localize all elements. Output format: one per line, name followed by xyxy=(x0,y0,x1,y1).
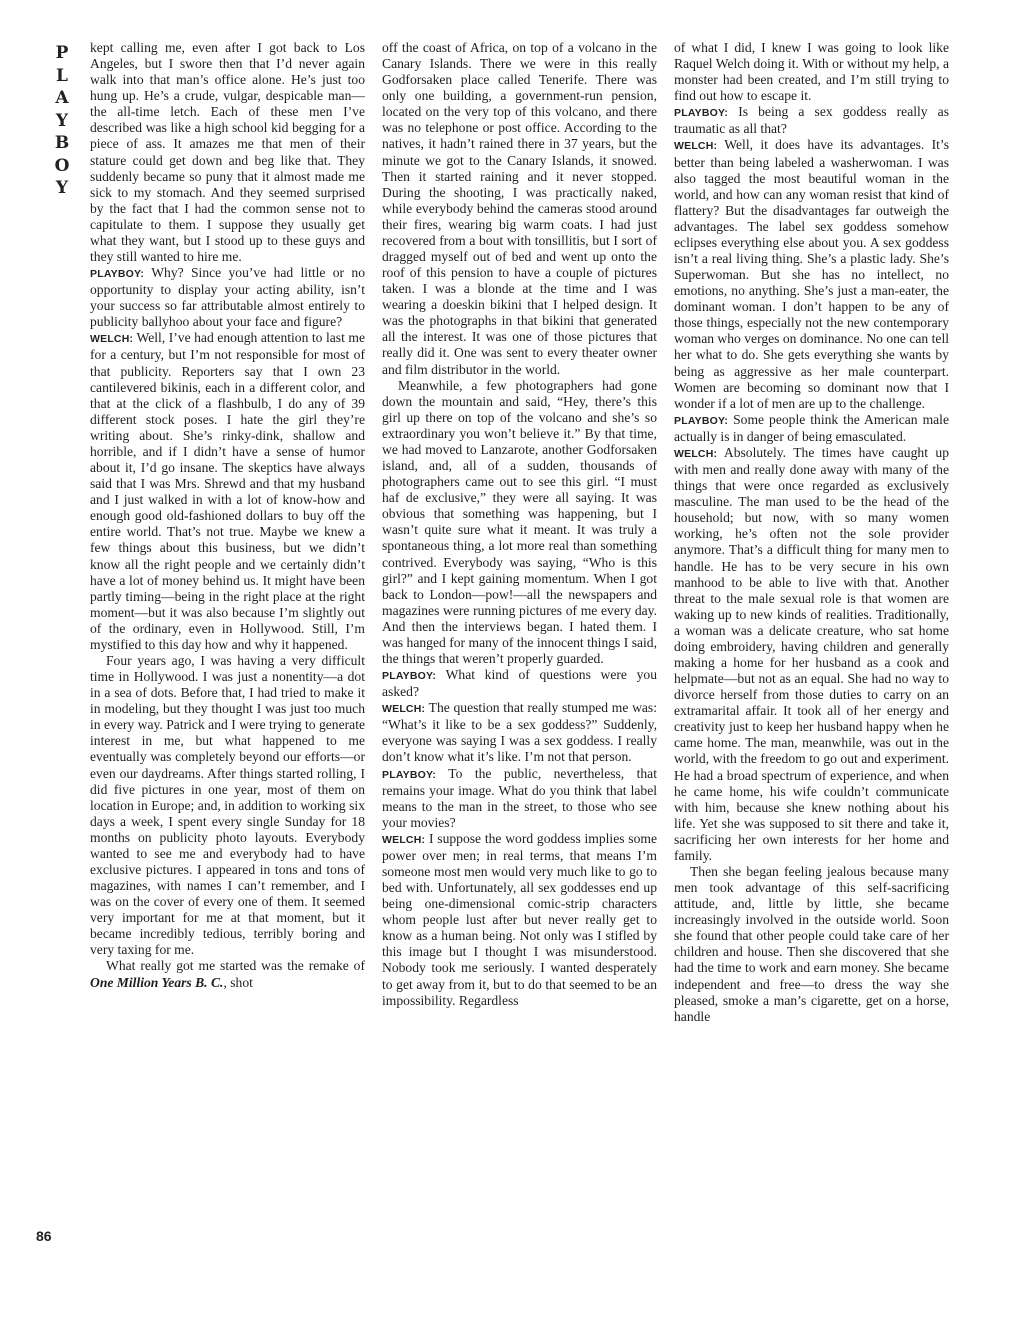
paragraph xyxy=(90,958,365,990)
paragraph xyxy=(90,330,365,653)
paragraph xyxy=(674,40,949,104)
masthead-letter: L xyxy=(56,65,68,86)
paragraph xyxy=(674,412,949,445)
paragraph-text: I suppose the word goddess implies some power over men; in real terms, that means I’m someone most men would very much like to go to bed with. Unfortunately, all sex goddesses end up being one-dimensional comic-strip characters whom people lust after but never really get to know as a human being. Not only was I stifled by this image but I thought I was misunderstood. Nobody took me seriously. I wanted desperately to get away from it, but to do that seemed to be an impossibility. Regardless xyxy=(382,830,657,1008)
paragraph xyxy=(382,700,657,765)
paragraph xyxy=(674,864,949,1025)
paragraph xyxy=(382,378,657,667)
masthead-letter: P xyxy=(55,43,69,63)
masthead-letter: B xyxy=(54,133,70,153)
paragraph xyxy=(674,104,949,137)
paragraph-text: Some people think the American male actually is in danger of being emasculated. xyxy=(674,411,949,444)
masthead-letter: O xyxy=(54,155,70,176)
paragraph-text: Well, it does have its advantages. It’s better than being labeled a washerwoman. I was also tagged the most beautiful woman in the world, and how can any woman resist that kind of flattery? But the disadvantages far outweigh the advantages. The label sex goddess somehow eclipses everything else about you. A sex goddess isn’t a real living thing. She’s a plastic lady. She’s Superwoman. But she has no intellect, no emotions, no anything. She’s just a man-eater, the dominant woman. I don’t happen to be any of those things, especially not the new contemporary woman who verges on dominance. No one can tell her what to do. She gets everything she wants by being as aggressive as her male counterpart. Women are becoming so dominant now that I wonder if a lot of men are up to the challenge. xyxy=(674,137,949,411)
paragraph xyxy=(382,40,657,378)
paragraph-text: kept calling me, even after I got back to Los Angeles, but I swore then that I’d never again walk into that man’s office alone. He’s just too hung up. He’s a crude, vulgar, despicable man—the all-time letch. Each of these men I’ve described was like a high school kid begging for a piece of ass. It amazes me that men of their stature could get down and beg like that. They suddenly became so puny that it almost made me sick to my stomach. And they seemed surprised by the fact that I had the common sense not to capitulate to them. I suppose they usually get what they want, but I stood up to these guys and they still wanted to hire me. xyxy=(90,40,365,265)
paragraph xyxy=(90,265,365,330)
text-column-3 xyxy=(674,40,949,1025)
text-column-1 xyxy=(90,40,365,991)
paragraph xyxy=(674,137,949,411)
paragraph xyxy=(674,445,949,864)
paragraph xyxy=(382,831,657,1009)
paragraph-text: Well, I’ve had enough attention to last me for a century, but I’m not responsible for most of that publicity. Reporters say that I own 23 cantilevered bikinis, each in a different color, and that at the click of a flashbulb, I do any of 39 different stock poses. I hate the girl they’re writing about. She’s rinky-dink, shallow and horrible, and if I didn’t have a sense of humor about it, I’d go insane. The skeptics have always said that I was Mrs. Shrewd and that my husband and I just walked in with a lot of know-how and enough good old-fashioned dollars to buy off the entire world. That’s not true. Maybe we knew a few things about this business, but we didn’t know all the right people and we certainly didn’t have a lot of money behind us. It might have been partly timing—being in the right place at the right moment—but it was also because I’m slightly out of the ordinary, even in Hollywood. Still, I’m mystified to this day how and why it happened. xyxy=(90,330,366,652)
masthead-letter: Y xyxy=(55,110,69,131)
paragraph-text: Four years ago, I was having a very difficult time in Hollywood. I was just a nonentity—a dot in a sea of dots. Before that, I had tried to make it in modeling, but they thought I was just too much in every way. Patrick and I were trying to generate interest in me, but what happened to me eventually was completely beyond our efforts—or even our daydreams. After things started rolling, I did five pictures in one year, most of them on location in Europe; and, in addition to working six days a week, I spent every single Sunday for 18 months on publicity photo layouts. Everybody wanted to see me and everybody had to have exclusive pictures. I appeared in tons and tons of magazines, with names I can’t remember, and I was on the cover of every one of them. It seemed very important for me at that moment, but it became incredibly tedious, terribly boring and very taxing for me. xyxy=(90,652,365,958)
speaker-label: WELCH: xyxy=(674,140,718,153)
speaker-label: PLAYBOY: xyxy=(674,414,729,427)
paragraph-text: Absolutely. The times have caught up with men and really done away with many of the things that were once regarded as exclusively masculine. The man used to be the head of the household; but now, with so many women working, he’s often not the sole provider anymore. That’s a difficult thing for many men to handle. He has to be very secure in his own manhood to be able to live with that. Another threat to the male sexual role is that women are waking up to new kinds of realities. Traditionally, a woman was a delicate creature, who sat home doing embroidery, having children and generally making a home for her husband as a cook and helpmate—but not as an equal. She had no way to divorce herself from those duties to carry on an extramarital affair. It took all of her energy and creativity just to keep her husband happy when he came home. The man, meanwhile, was out in the world, with the freedom to go out and experiment. He had a broad spectrum of experience, and when he came home, his wife couldn’t communicate with him, because she knew nothing about his life. Yet she was supposed to sit there and take it, sacrificing her own interests for her home and family. xyxy=(674,444,949,863)
speaker-label: WELCH: xyxy=(90,333,134,346)
page-number: 86 xyxy=(36,1228,52,1244)
speaker-label: PLAYBOY: xyxy=(382,768,437,781)
paragraph-text: Is being a sex goddess really as traumatic as all that? xyxy=(674,104,949,137)
paragraph-text: off the coast of Africa, on top of a volcano in the Canary Islands. There we were in this really Godforsaken place called Tenerife. There was only one building, a government-run pension, located on the very top of this volcano, and there was no telephone or post office. According to the natives, it hadn’t rained there in 37 years, but the minute we got to the Canary Islands, it snowed. Then it started raining and it never stopped. During the shooting, I was practically naked, while everybody behind the cameras stood around their fires, wearing big warm coats. I had just recovered from a bout with tonsillitis, but I sort of dragged myself out of bed and went up onto the roof of this pension to have a couple of pictures taken. I was a blonde at the time and I was wearing a doeskin bikini that I helped design. It was the photographs in that bikini that generated all the interest. It was one of those pictures that really did it. One was sent to every theater owner and film distributor in the world. xyxy=(382,40,657,377)
speaker-label: WELCH: xyxy=(382,833,426,846)
paragraph-text: Why? Since you’ve had little or no opportunity to display your acting ability, isn’t your success so far attributable almost entirely to publicity ballyhoo about your face and figure? xyxy=(90,265,365,330)
speaker-label: PLAYBOY: xyxy=(90,268,145,281)
paragraph-text: To the public, nevertheless, that remains your image. What do you think that label means to the man in the street, to those who see your movies? xyxy=(382,765,657,830)
speaker-label: PLAYBOY: xyxy=(382,670,437,683)
paragraph-text: The question that really stumped me was: “What’s it like to be a sex goddess?” Suddenly, everyone was saying I was a sex goddess. I really don’t know what it’s like. I’m not that person. xyxy=(382,700,658,765)
text-column-2 xyxy=(382,40,657,1009)
paragraph-text: Meanwhile, a few photographers had gone down the mountain and said, “Hey, there’s this girl up there on top of the volcano and she’s so extraordinary you won’t believe it.” By that time, we had moved to Lanzarote, another Godforsaken island, and, all of a sudden, thousands of photographers came out to see this girl. “I must haf de exclusive,” they were all saying. It was obvious that something was happening, but I wasn’t quite sure what it meant. It was truly a spontaneous thing, a lot more real than something contrived. Everybody was saying, “Who is this girl?” and I kept gaining momentum. When I got back to London—pow!—all the newspapers and magazines were running pictures of me every day. And then the interviews began. I hated them. I was hanged for many of the innocent things I said, the things that weren’t properly guarded. xyxy=(382,377,657,666)
paragraph xyxy=(90,40,365,265)
paragraph-text: Then she began feeling jealous because many men took advantage of this self-sacrificing attitude, and, little by little, she became increasingly involved in the outside world. Soon she found that other people could take care of her children and house. Then she discovered that she had the time to work and earn money. She became independent and free—to dress the way she pleased, smoke a man’s cigarette, get on a horse, handle xyxy=(674,863,949,1024)
paragraph-text: What kind of questions were you asked? xyxy=(382,667,658,700)
speaker-label: WELCH: xyxy=(382,703,426,716)
speaker-label: PLAYBOY: xyxy=(674,107,729,120)
paragraph xyxy=(382,766,657,831)
paragraph-text: What really got me started was the remake of One Million Years B. C., shot xyxy=(90,958,365,990)
paragraph xyxy=(382,667,657,700)
paragraph-text: of what I did, I knew I was going to look like Raquel Welch doing it. With or without my help, a monster had been created, and I’m still trying to find out how to escape it. xyxy=(674,40,949,104)
masthead-letter: Y xyxy=(55,178,69,198)
masthead-letter: A xyxy=(55,88,69,108)
speaker-label: WELCH: xyxy=(674,447,718,460)
magazine-masthead xyxy=(52,42,72,200)
paragraph xyxy=(90,653,365,958)
